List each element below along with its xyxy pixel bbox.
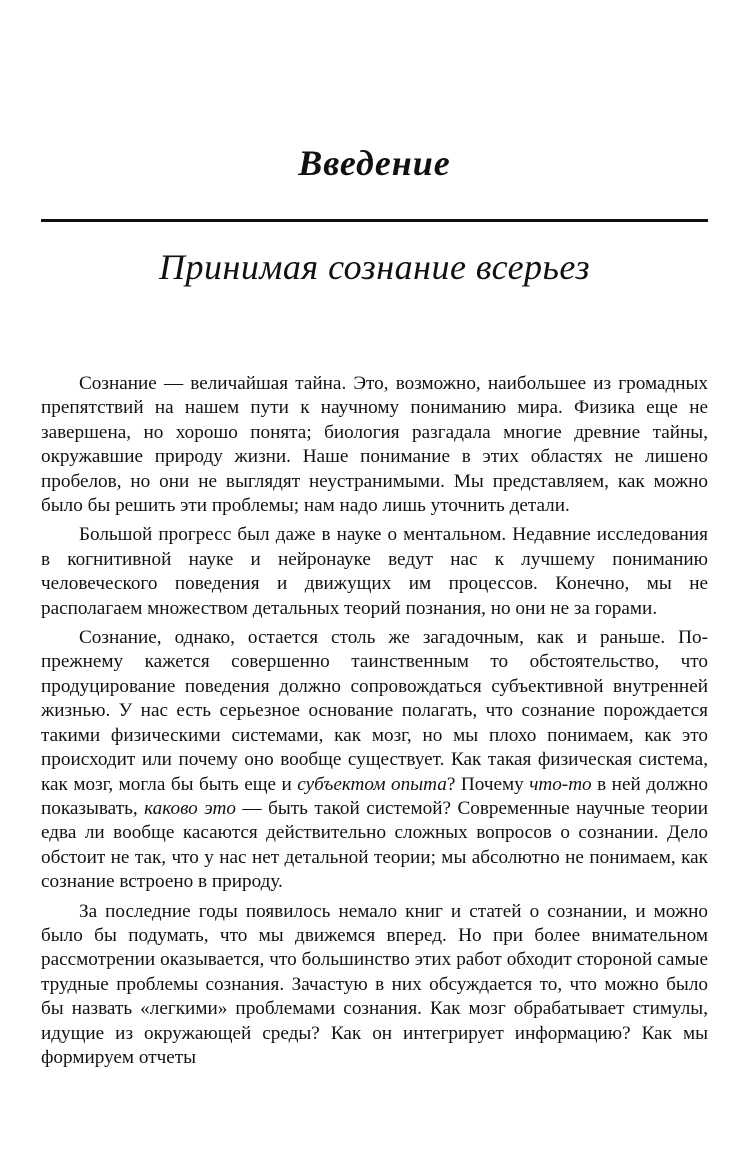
paragraph-3-emphasis-1: субъектом опыта bbox=[297, 773, 447, 795]
paragraph-3-emphasis-3: каково это bbox=[144, 797, 236, 819]
paragraph-3 bbox=[41, 626, 708, 894]
title-divider bbox=[41, 219, 708, 222]
paragraph-3-text-4: — быть такой системой? Современные научные теории едва ли вообще касаются действительно сложных вопросов о сознании. Дело обстоит не так, что у нас нет детальной теории; мы абсолютно не понимаем, как сознание встроено в природу. bbox=[41, 797, 708, 893]
paragraph-3-text-2: ? Почему bbox=[446, 773, 530, 795]
paragraph-3-emphasis-2: что-то bbox=[529, 773, 592, 795]
paragraph-1: Сознание — величайшая тайна. Это, возможно, наибольшее из громадных препятствий на нашем пути к научному пониманию мира. Физика еще не завершена, но хорошо понята; биология разгадала многие древние тайны, окружавшие природу жизни. Наше понимание в этих областях не лишено пробелов, но они не выглядят неустранимыми. Мы представляем, как можно было бы решить эти проблемы; нам надо лишь уточнить детали. bbox=[41, 373, 708, 517]
body-text bbox=[41, 372, 708, 1070]
chapter-title: Введение bbox=[298, 143, 451, 183]
paragraph-2: Большой прогресс был даже в науке о ментальном. Недавние исследования в когнитивной науке и нейронауке ведут нас к лучшему пониманию человеческого поведения и движущих им процессов. Конечно, мы не располагаем множеством детальных теорий познания, но они не за горами. bbox=[41, 524, 708, 619]
paragraph-4: За последние годы появилось немало книг и статей о сознании, и можно было бы подумать, что мы движемся вперед. Но при более внимательном рассмотрении оказывается, что большинство этих работ обходит стороной самые трудные проблемы сознания. Зачастую в них обсуждается то, что можно было бы назвать «легкими» проблемами сознания. Как мозг обрабатывает стимулы, идущие из окружающей среды? Как он интегрирует информацию? Как мы формируем отчеты bbox=[41, 900, 708, 1068]
paragraph-3-text-3: в ней должно показывать, bbox=[41, 773, 708, 819]
section-title: Принимая сознание всерьез bbox=[159, 247, 590, 287]
paragraph-3-text-1: Сознание, однако, остается столь же загадочным, как и раньше. По-прежнему кажется совершенно таинственным то обстоятельство, что продуцирование поведения должно сопровождаться субъективной внутренней жизнью. У нас есть серьезное основание полагать, что сознание порождается такими физическими системами, как мозг, но мы плохо понимаем, как это происходит или почему оно вообще существует. Как такая физическая система, как мозг, могла бы быть еще и bbox=[41, 627, 708, 795]
